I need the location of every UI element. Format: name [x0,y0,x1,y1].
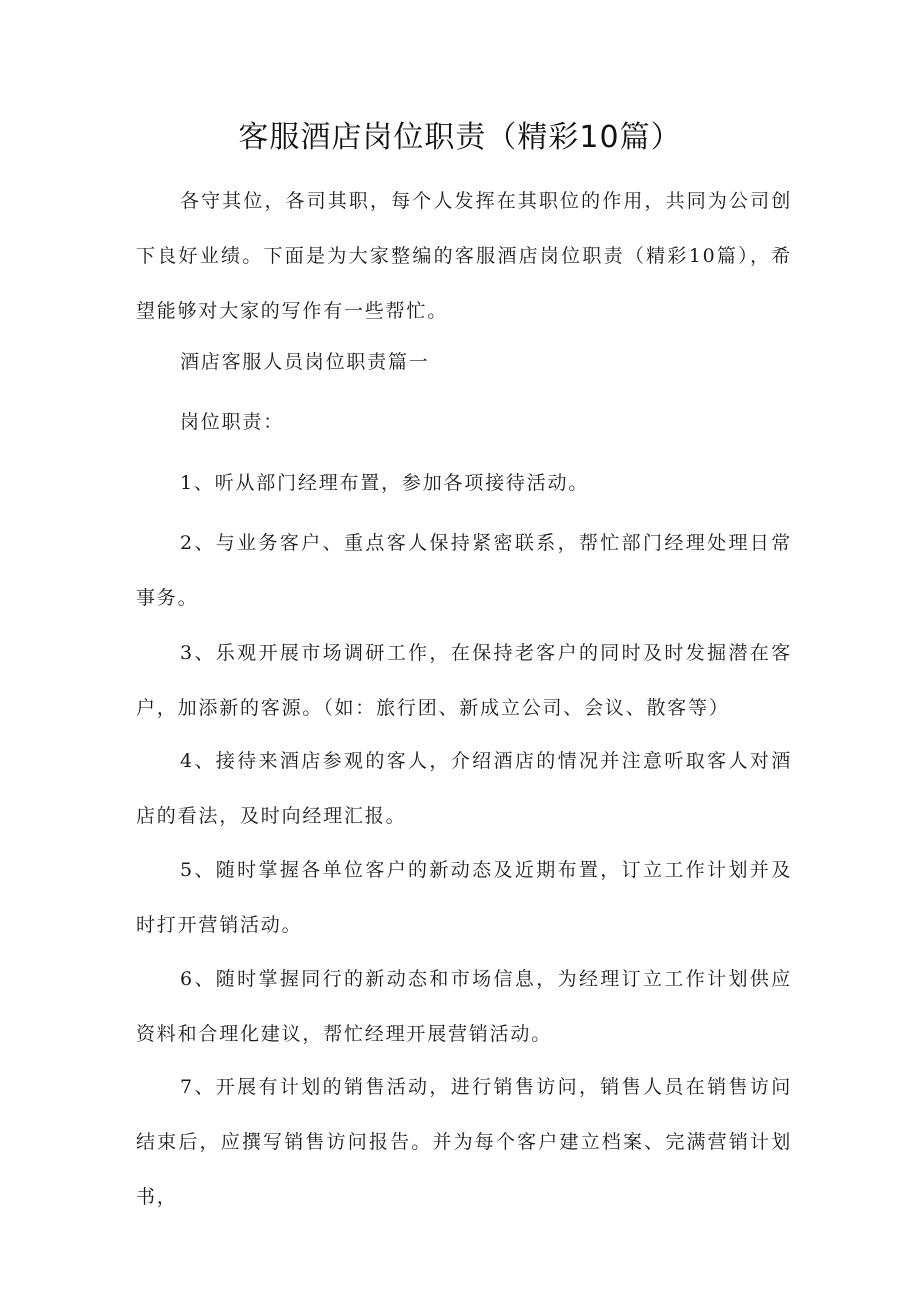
duty-item-1: 1、听从部门经理布置，参加各项接待活动。 [180,472,590,494]
duty-item-4: 4、接待来酒店参观的客人，介绍酒店的情况并注意听取客人对酒店的看法，及时向经理汇报。 [136,750,792,827]
duties-label: 岗位职责： [180,411,285,433]
duty-item-5: 5、随时掌握各单位客户的新动态及近期布置，订立工作计划并及时打开营销活动。 [136,859,792,936]
duty-item-3: 3、乐观开展市场调研工作，在保持老客户的同时及时发掘潜在客户，加添新的客源。（如：旅行团、新成立公司、会议、散客等） [136,642,792,719]
duty-item-2: 2、与业务客户、重点客人保持紧密联系，帮忙部门经理处理日常事务。 [136,532,792,609]
document-title: 客服酒店岗位职责（精彩10篇） [238,120,682,155]
section-heading: 酒店客服人员岗位职责篇一 [180,351,430,373]
intro-paragraph: 各守其位，各司其职，每个人发挥在其职位的作用，共同为公司创下良好业绩。下面是为大家整编的客服酒店岗位职责（精彩10篇），希望能够对大家的写作有一些帮忙。 [136,190,792,322]
duty-item-6: 6、随时掌握同行的新动态和市场信息，为经理订立工作计划供应资料和合理化建议，帮忙经理开展营销活动。 [136,968,792,1045]
duty-item-7: 7、开展有计划的销售活动，进行销售访问，销售人员在销售访问结束后，应撰写销售访问报告。并为每个客户建立档案、完满营销计划书， [136,1076,792,1208]
